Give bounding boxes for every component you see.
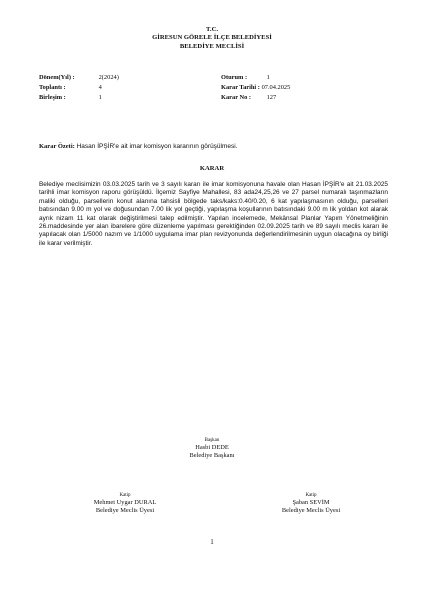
- clerk-2-role: Katip: [305, 493, 317, 498]
- meta-right: [221, 74, 290, 102]
- oturum-row: [221, 74, 290, 82]
- donem-row: [39, 74, 119, 82]
- mayor-role: Başkan: [204, 438, 220, 443]
- karar-no-value: 127: [266, 94, 277, 101]
- toplanti-label: Toplantı :: [39, 84, 66, 91]
- header-council: BELEDİYE MECLİSİ: [179, 42, 245, 50]
- mayor-name: Hasbi DEDE: [195, 444, 229, 451]
- karar-tarihi-row: [221, 84, 290, 92]
- karar-no-label: Karar No :: [221, 94, 252, 101]
- clerk-2-title: Belediye Meclis Üyesi: [281, 507, 341, 515]
- decision-body: Belediye meclisimizin 03.03.2025 tarih ve 3 sayılı kararı ile imar komisyonuna havale olan Hasan İPŞİR'e ait 21.03.2025 tarihli imar komisyon raporu görüşüldü. İlçemiz Sayfiye Mahallesi, 83 ada24,25,26 ve 27 parsel numaralı taşınmazların maliki olduğu, parsellerin konut alanına tahsisli bölgede taks/kaks:0.40/0.20, 6 kat yapılaşmasının olduğu, parselleri batısından 9.00 m yol ve doğusundan 7.00 lik yol geçtiği, yapılaşma koşullarının batısındaki 9.00 m lik yoldan kot alarak ayrık nizam 11 kat olarak değiştirilmesi talep edilmiştir. Yapılan incelemede, Mekânsal Planlar Yapım Yönetmeliğinin 26.maddesinde yer alan ibarelere göre düzenleme yapılması gerektiğinden 02.09.2025 tarih ve 89 sayılı meclis kararı ile yapılacak olan 1/5000 nazım ve 1/1000 uygulama imar plan revizyonunda değerlendirilmesinin uygun olacağına oy birliği ile karar verilmiştir.: [39, 181, 388, 247]
- mayor-title: Belediye Başkanı: [189, 452, 235, 460]
- summary-label: Karar Özeti:: [39, 143, 75, 150]
- donem-label: Dönem(Yıl) :: [39, 74, 75, 81]
- karar-tarihi-value: 07.04.2025: [261, 84, 291, 91]
- document-header: [0, 26, 424, 51]
- birlesim-row: [39, 94, 119, 102]
- clerk-1-name: Mehmet Uygar DURAL: [93, 499, 157, 506]
- toplanti-row: [39, 84, 119, 92]
- karar-tarihi-label: Karar Tarihi :: [221, 84, 260, 91]
- header-municipality: GİRESUN GÖRELE İLÇE BELEDİYESİ: [152, 34, 272, 42]
- header-tc: T.C.: [206, 26, 218, 33]
- page-number: 1: [210, 538, 214, 546]
- signature-clerk-1: [70, 492, 180, 515]
- decision-summary: [39, 143, 238, 150]
- clerk-1-role: Katip: [119, 493, 131, 498]
- signature-clerk-2: [256, 492, 366, 515]
- oturum-value: 1: [266, 74, 270, 81]
- toplanti-value: 4: [98, 84, 102, 91]
- clerk-1-title: Belediye Meclis Üyesi: [95, 507, 155, 515]
- summary-text: Hasan İPŞİR'e ait imar komisyon kararının görüşülmesi.: [76, 143, 238, 150]
- meta-left: [39, 74, 119, 102]
- karar-no-row: [221, 94, 290, 102]
- donem-value: 2(2024): [98, 74, 119, 81]
- clerk-2-name: Şaban SEVİM: [292, 499, 330, 506]
- birlesim-value: 1: [98, 94, 102, 101]
- decision-title: KARAR: [199, 165, 225, 172]
- birlesim-label: Birleşim :: [39, 94, 66, 101]
- signature-mayor: [162, 437, 262, 460]
- oturum-label: Oturum :: [221, 74, 248, 81]
